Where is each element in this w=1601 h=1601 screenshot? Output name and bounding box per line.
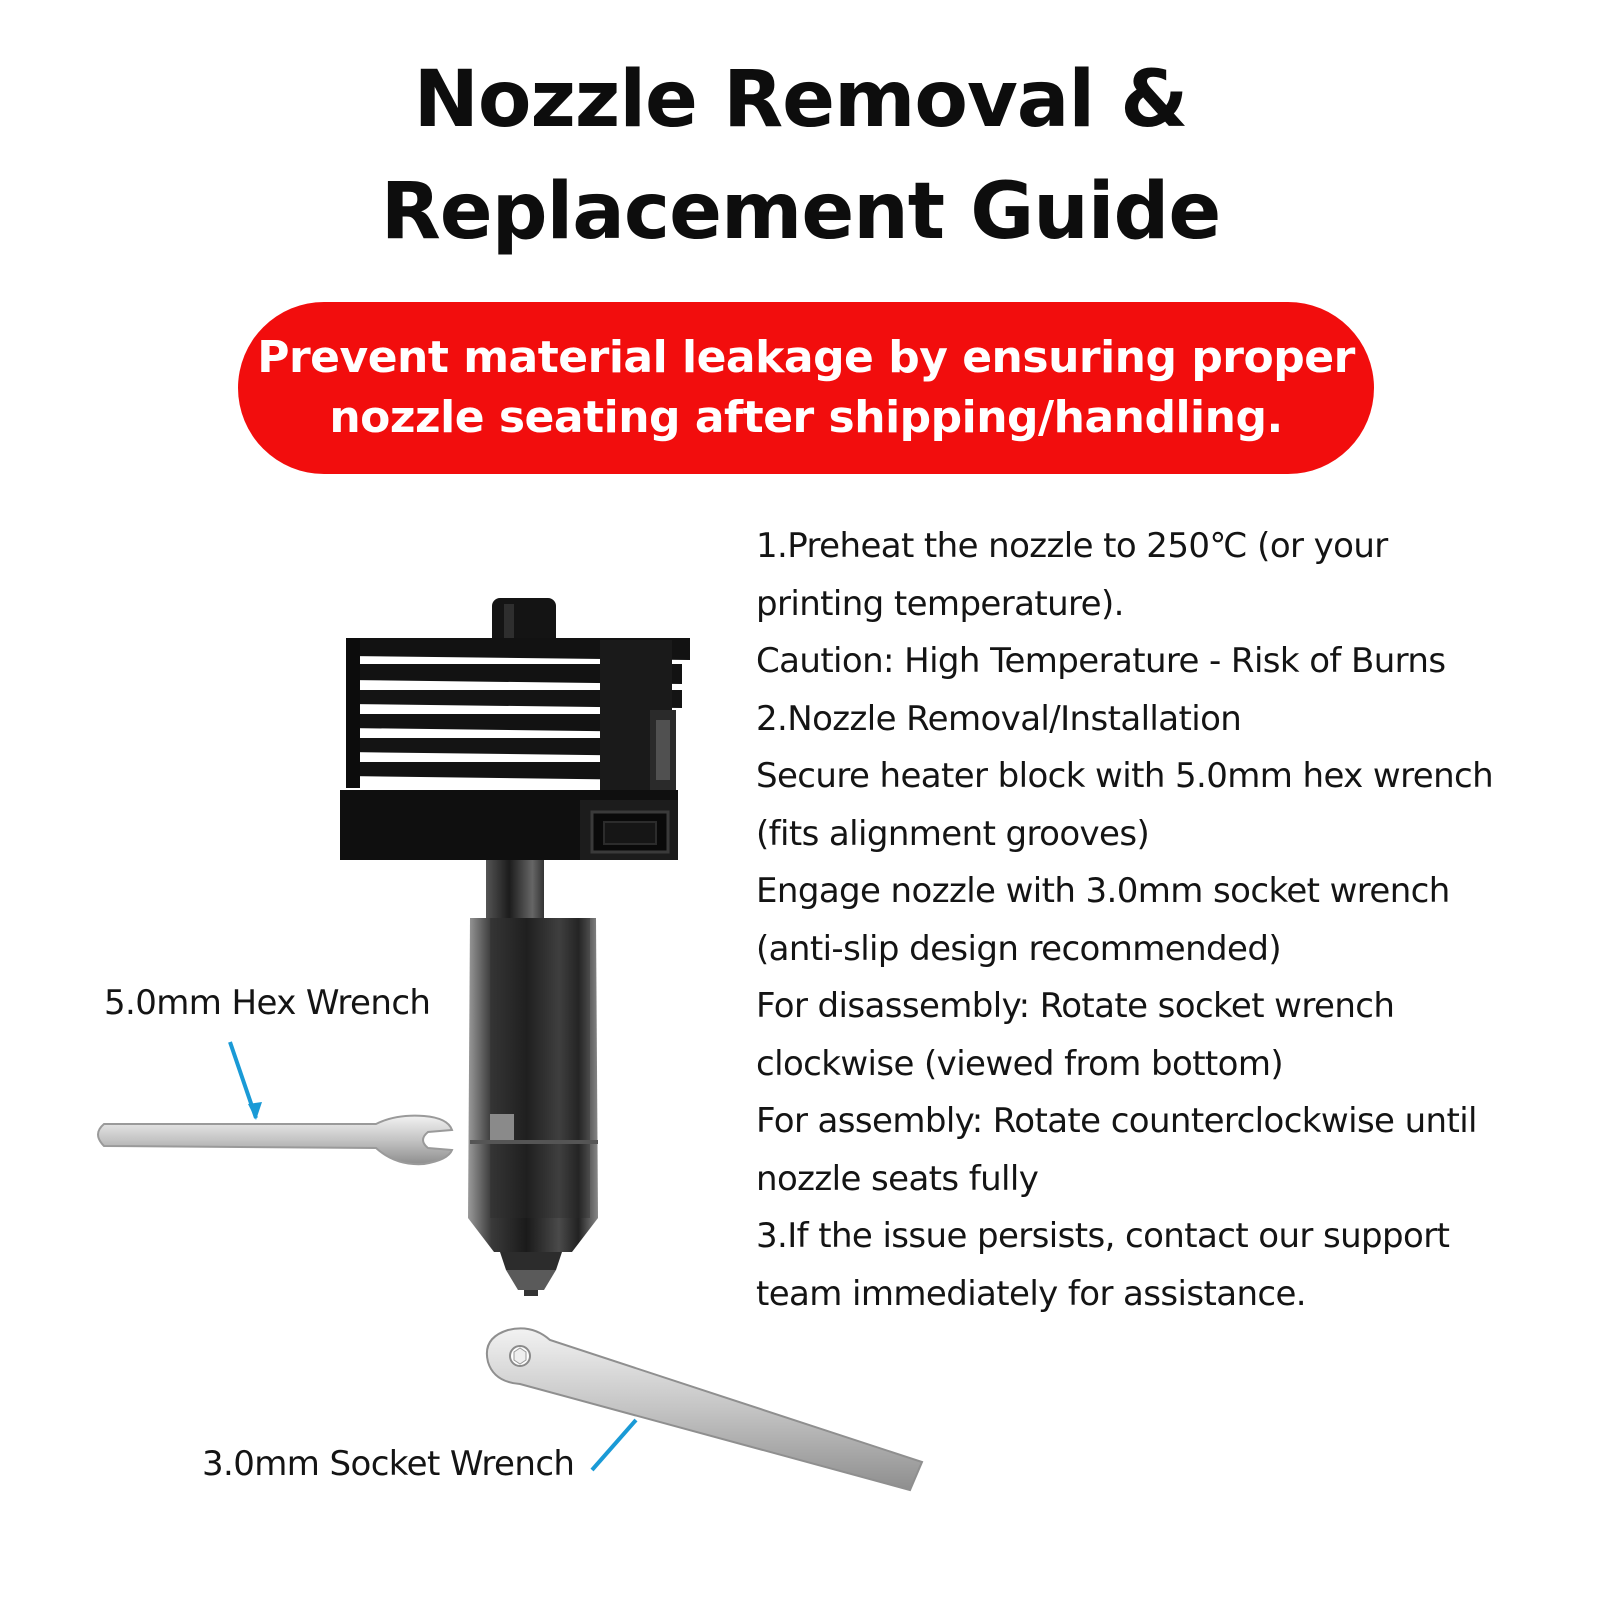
instruction-line: clockwise (viewed from bottom) (756, 1043, 1284, 1084)
hex-wrench-label: 5.0mm Hex Wrench (104, 983, 431, 1023)
heatbreak-throat (486, 860, 544, 920)
instruction-line: nozzle seats fully (756, 1158, 1039, 1199)
page-title-line-1: Nozzle Removal & (413, 55, 1188, 145)
hex-wrench-image (98, 1116, 452, 1165)
instruction-line: For disassembly: Rotate socket wrench (756, 986, 1395, 1026)
instruction-list (756, 518, 1576, 1323)
instruction-line: printing temperature). (756, 583, 1124, 624)
instruction-line: For assembly: Rotate counterclockwise until (756, 1101, 1477, 1141)
heater-block (340, 790, 678, 860)
instruction-line: 2.Nozzle Removal/Installation (756, 698, 1242, 739)
instruction-line: (anti-slip design recommended) (756, 928, 1281, 969)
hex-wrench-arrowhead (248, 1102, 262, 1120)
warning-banner-line-2: nozzle seating after shipping/handling. (329, 392, 1283, 443)
heatsink (346, 598, 690, 790)
socket-wrench-label: 3.0mm Socket Wrench (202, 1444, 575, 1484)
socket-wrench-callout-line (592, 1420, 636, 1470)
instruction-line: (fits alignment grooves) (756, 813, 1150, 854)
warning-banner-line-1: Prevent material leakage by ensuring proper (257, 332, 1355, 383)
nozzle-tip (500, 1252, 562, 1296)
instruction-line: Caution: High Temperature - Risk of Burns (756, 641, 1446, 681)
page-title-line-2: Replacement Guide (380, 167, 1221, 257)
instruction-line: team immediately for assistance. (756, 1273, 1307, 1314)
instruction-line: 1.Preheat the nozzle to 250℃ (or your (756, 526, 1388, 566)
instruction-line: Secure heater block with 5.0mm hex wrench (756, 756, 1494, 796)
instruction-line: 3.If the issue persists, contact our support (756, 1216, 1450, 1256)
instruction-line: Engage nozzle with 3.0mm socket wrench (756, 871, 1450, 911)
nozzle-barrel (468, 918, 598, 1252)
